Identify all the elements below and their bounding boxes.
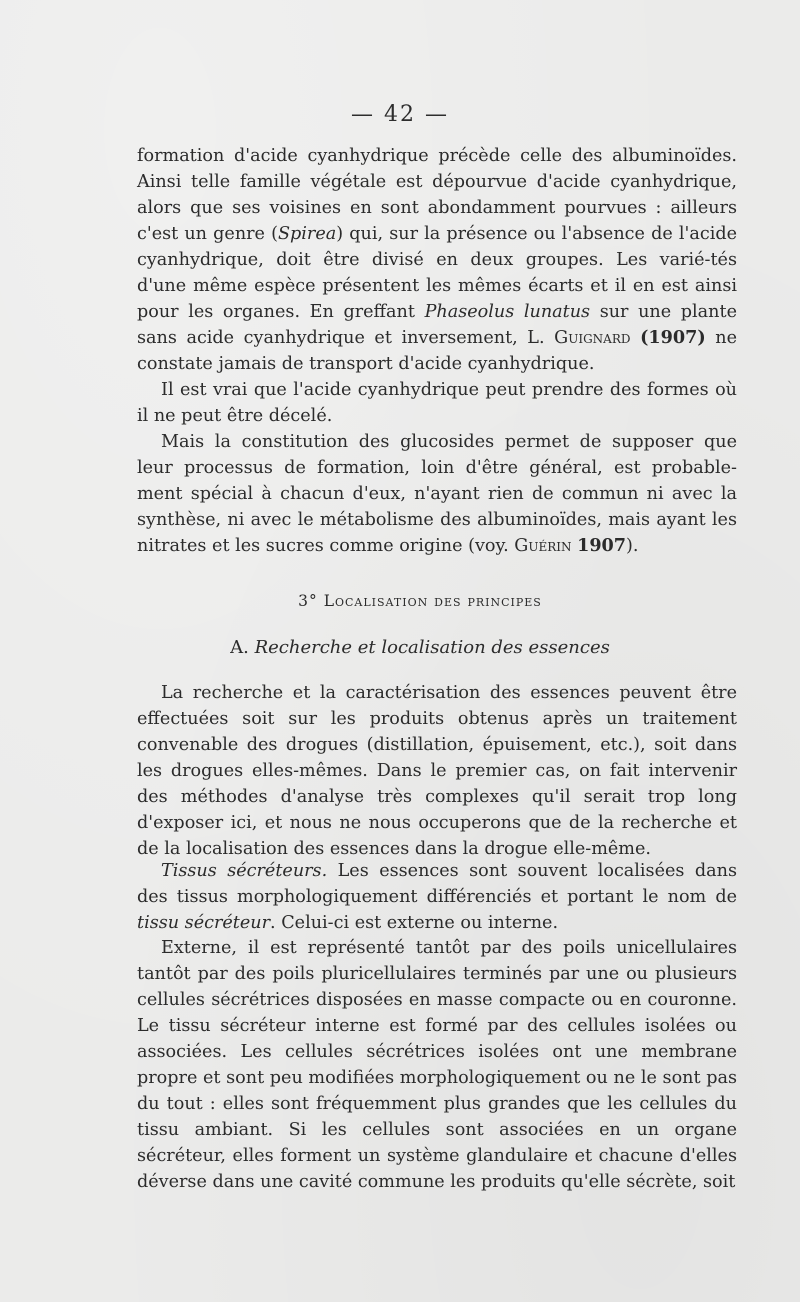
text-fragment: la synthèse, ni avec le métabolisme des albuminoïdes, mais ayant — [137, 484, 738, 530]
text-line — [137, 429, 737, 559]
text-fragment: Mais la constitution des glucosides permet de supposer que — [161, 432, 737, 452]
text-fragment: c'est un genre ( — [137, 224, 278, 244]
text-fragment: sur une — [590, 302, 672, 322]
text-fragment: Il est vrai que l'acide cyanhydrique peut prendre des formes — [161, 380, 709, 400]
section-title: Localisation des principes — [323, 592, 542, 610]
section-number: 3° — [298, 592, 324, 610]
text-fragment: les nitrates et les sucres comme origine (voy. — [137, 510, 737, 556]
text-fragment: leur processus de formation, loin d'être général, est probable- — [137, 458, 737, 478]
text-fragment: alors que ses voisines en sont abondamment pourvues : ailleurs — [137, 198, 737, 218]
subsection-title: Recherche et localisation des essences — [254, 637, 610, 658]
text-fragment: ne constate jamais de transport d'acide cyanhydrique. — [137, 328, 738, 374]
author-citation: Guignard — [554, 328, 631, 348]
paragraph-text: Externe, il est représenté tantôt par des poils unicellulaires tantôt par des poils pluricellulaires terminés par une ou plusieurs cellules sécrétrices disposées en masse compacte ou en couronne. Le tissu sécréteur interne est formé par des cellules isolées ou associées. Les cellules sécrétrices isolées ont une membrane propre et sont peu modifiées morphologiquement ou ne le sont pas du tout : elles sont fréquemment plus grandes que les cellules du tissu ambiant. Si les cellules sont associées en un organe sécréteur, elles forment un système glandulaire et chacune d'elles déverse dans une cavité commune les produits qu'elle sécrète, soit — [137, 938, 737, 1192]
subsection-letter: A. — [230, 637, 255, 658]
citation-year: (1907) — [640, 327, 706, 348]
page-number: — 42 — — [351, 102, 449, 127]
species-name: Phaseolus lunatus — [424, 302, 591, 322]
text-fragment: formation d'acide cyanhydrique précède celle des albuminoïdes. — [137, 146, 737, 166]
paragraph-text: La recherche et la caractérisation des essences peuvent être effectuées soit sur les produits obtenus après un traitement convenable des drogues (distillation, épuisement, etc.), soit dans les drogues elles-mêmes. Dans le premier cas, on fait intervenir des méthodes d'analyse très complexes qu'il serait trop long d'exposer ici, et nous ne nous occuperons que de la recherche et de la localisation des essences dans la drogue elle-même. — [137, 683, 737, 859]
subsection-heading — [0, 637, 800, 658]
paragraph-essences-research — [137, 680, 737, 862]
text-fragment: ment spécial à chacun d'eux, n'ayant rien de commun ni avec — [137, 484, 713, 504]
text-fragment: Ainsi telle famille végétale est dépourvue d'acide cyanhydrique, — [137, 172, 737, 192]
text-fragment: tés d'une même espèce présentent les mêmes écarts et il en est — [137, 250, 737, 296]
text-fragment: plante sans acide cyanhydrique et inversement, L. — [137, 302, 737, 348]
author-citation: Guérin — [514, 536, 572, 556]
text-fragment: Les essences sont souvent localisées dans des tissus morphologiquement différenciés et portant le nom de — [137, 861, 737, 907]
term-tissu-secreteur: tissu sécréteur — [137, 913, 271, 933]
paragraph-cyanhydric-acid — [137, 143, 737, 559]
text-line — [137, 377, 737, 429]
text-line — [137, 858, 737, 936]
paragraph-lead: Tissus sécréteurs. — [161, 861, 328, 881]
text-fragment: où il ne peut être décelé. — [137, 380, 738, 426]
text-line — [137, 143, 737, 377]
text-fragment: ) qui, sur la présence ou l'absence de — [336, 224, 673, 244]
text-fragment: ainsi pour les organes. En greffant — [137, 276, 738, 322]
text-fragment: . Celui-ci est externe ou interne. — [270, 913, 559, 933]
text-fragment: ). — [626, 536, 639, 556]
text-fragment: l'acide cyanhydrique, doit être divisé en deux groupes. Les varié- — [137, 224, 738, 270]
paragraph-external-tissue — [137, 935, 737, 1195]
section-heading — [0, 592, 800, 610]
genus-name: Spirea — [277, 224, 337, 244]
citation-year: 1907 — [577, 535, 627, 556]
paragraph-secretory-tissues — [137, 858, 737, 936]
